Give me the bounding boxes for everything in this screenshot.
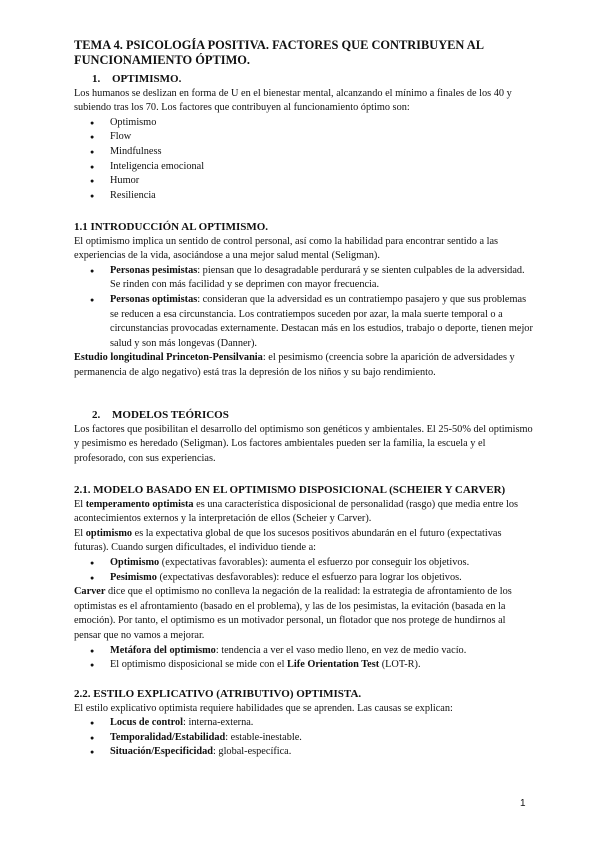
term: Life Orientation Test [287, 659, 380, 671]
bullet-list [74, 716, 534, 760]
term-text: : estable-inestable. [225, 731, 302, 743]
term: optimismo [85, 527, 133, 539]
text: dice que el optimismo no conlleva la negación de la realidad: la estrategia de afrontamiento de los optimistas es el afrontamiento (basado en el problema), y las de los pesimistas, la evitación (basada en la emoción). Por tanto, el optimismo es un motivador personal, un flotador que nos protege de hundirnos al pensar que no vamos a mejorar. [74, 586, 512, 641]
paragraph [74, 351, 534, 380]
section-disposicional [74, 483, 534, 673]
document-title: TEMA 4. PSICOLOGÍA POSITIVA. FACTORES QUE CONTRIBUYEN AL FUNCIONAMIENTO ÓPTIMO. [74, 38, 484, 67]
bullet-list [74, 264, 534, 352]
term-text: (expectativas favorables): aumenta el esfuerzo por conseguir los objetivos. [159, 556, 470, 568]
list-item: ● Optimismo [74, 116, 534, 131]
text: El [74, 498, 86, 510]
paragraph: El estilo explicativo optimista requiere habilidades que se aprenden. Las causas se explican: [74, 702, 453, 714]
section-number: 1. [92, 73, 101, 85]
term: Pesimismo [110, 571, 157, 583]
term: Temporalidad/Estabilidad [110, 731, 226, 743]
term-text: : consideran que la adversidad es un contratiempo pasajero y que sus problemas se reducen a esa circunstancia. Los contratiempos suceden por azar, la mala suerte temporal o a circunstancias provocadas externamente. Destacan más en los estudios, trabajo o deporte, tienen mejor salud y son más longevas (Danner). [110, 293, 533, 349]
term: Carver [74, 586, 106, 598]
paragraph: Los factores que posibilitan el desarrollo del optimismo son genéticos y ambientales. El 25-50% del optimismo y pesimismo es heredado (Seligman). Los factores ambientales pueden ser la familia, la escuela y el profesorado, con sus experiencias. [74, 423, 533, 464]
section-heading [74, 72, 534, 87]
subsection-heading: 2.2. ESTILO EXPLICATIVO (ATRIBUTIVO) OPTIMISTA. [74, 688, 362, 700]
text: El optimismo disposicional se mide con el [110, 659, 288, 671]
list-item [74, 293, 534, 351]
section-number: 2. [92, 409, 101, 421]
paragraph [74, 527, 534, 556]
term: Personas pesimistas [110, 264, 198, 276]
term: Locus de control [110, 717, 184, 729]
term: Metáfora del optimismo [110, 644, 216, 656]
term: Personas optimistas [110, 293, 198, 305]
bullet-list [74, 644, 534, 673]
list-item [74, 716, 534, 731]
term: Situación/Especificidad [110, 746, 213, 758]
subsection-heading: 1.1 INTRODUCCIÓN AL OPTIMISMO. [74, 221, 269, 233]
section-introduccion [74, 220, 534, 381]
term-text: : tendencia a ver el vaso medio lleno, en vez de medio vacío. [215, 644, 467, 656]
list-item: ● Flow [74, 130, 534, 145]
bullet-list [74, 556, 534, 585]
list-item [74, 658, 534, 673]
list-item [74, 745, 534, 760]
text: es una característica disposicional de personalidad (rasgo) que media entre los acontecimientos externos y la interpretación de ellos (Scheier y Carver). [74, 498, 519, 525]
list-item [74, 644, 534, 659]
paragraph: El optimismo implica un sentido de control personal, así como la habilidad para encontrar sentido a las experiencias de la vida, asociándose a una mejor salud mental (Seligman). [74, 235, 499, 262]
list-item [74, 264, 534, 293]
subsection-heading: 2.1. MODELO BASADO EN EL OPTIMISMO DISPOSICIONAL (SCHEIER Y CARVER) [74, 484, 506, 496]
list-item: ● Humor [74, 174, 534, 189]
list-item: ● Resiliencia [74, 189, 534, 204]
text: es la expectativa global de que los sucesos positivos abundarán en el futuro (expectativas futuras). Cuando surgen dificultades, el individuo tiende a: [74, 527, 502, 554]
term-text: : piensan que lo desagradable perdurará y se sienten culpables de la adversidad. Se rinden con más facilidad y se deprimen con mayor frecuencia. [110, 264, 525, 291]
term-text: : interna-externa. [183, 717, 254, 729]
term: Estudio longitudinal Princeton-Pensilvania [74, 352, 263, 364]
term-text: (expectativas desfavorables): reduce el esfuerzo para lograr los objetivos. [156, 571, 462, 583]
text: El [74, 527, 86, 539]
list-item: ● Mindfulness [74, 145, 534, 160]
paragraph [74, 585, 534, 643]
term-text: : el pesimismo (creencia sobre la aparición de adversidades y permanencia de algo negativo) está tras la depresión de los niños y su bajo rendimiento. [74, 352, 515, 378]
text: (LOT-R). [379, 659, 421, 671]
section-title: MODELOS TEÓRICOS [112, 409, 229, 421]
term-text: : global-específica. [212, 746, 292, 758]
term: temperamento optimista [85, 498, 194, 510]
section-optimismo [74, 72, 534, 203]
section-heading [74, 408, 534, 423]
list-item [74, 556, 534, 571]
section-title: OPTIMISMO. [112, 73, 182, 85]
section-estilo-explicativo [74, 687, 534, 760]
factor-list [74, 116, 534, 204]
section-intro: Los humanos se deslizan en forma de U en el bienestar mental, alcanzando el mínimo a finales de los 40 y subiendo tras los 70. Los factores que contribuyen al funcionamiento óptimo son: [74, 87, 512, 114]
term: Optimismo [110, 556, 160, 568]
page-number: 1 [520, 798, 526, 809]
paragraph [74, 498, 534, 527]
list-item [74, 571, 534, 586]
list-item: ● Inteligencia emocional [74, 160, 534, 175]
list-item [74, 731, 534, 746]
section-modelos [74, 408, 534, 466]
